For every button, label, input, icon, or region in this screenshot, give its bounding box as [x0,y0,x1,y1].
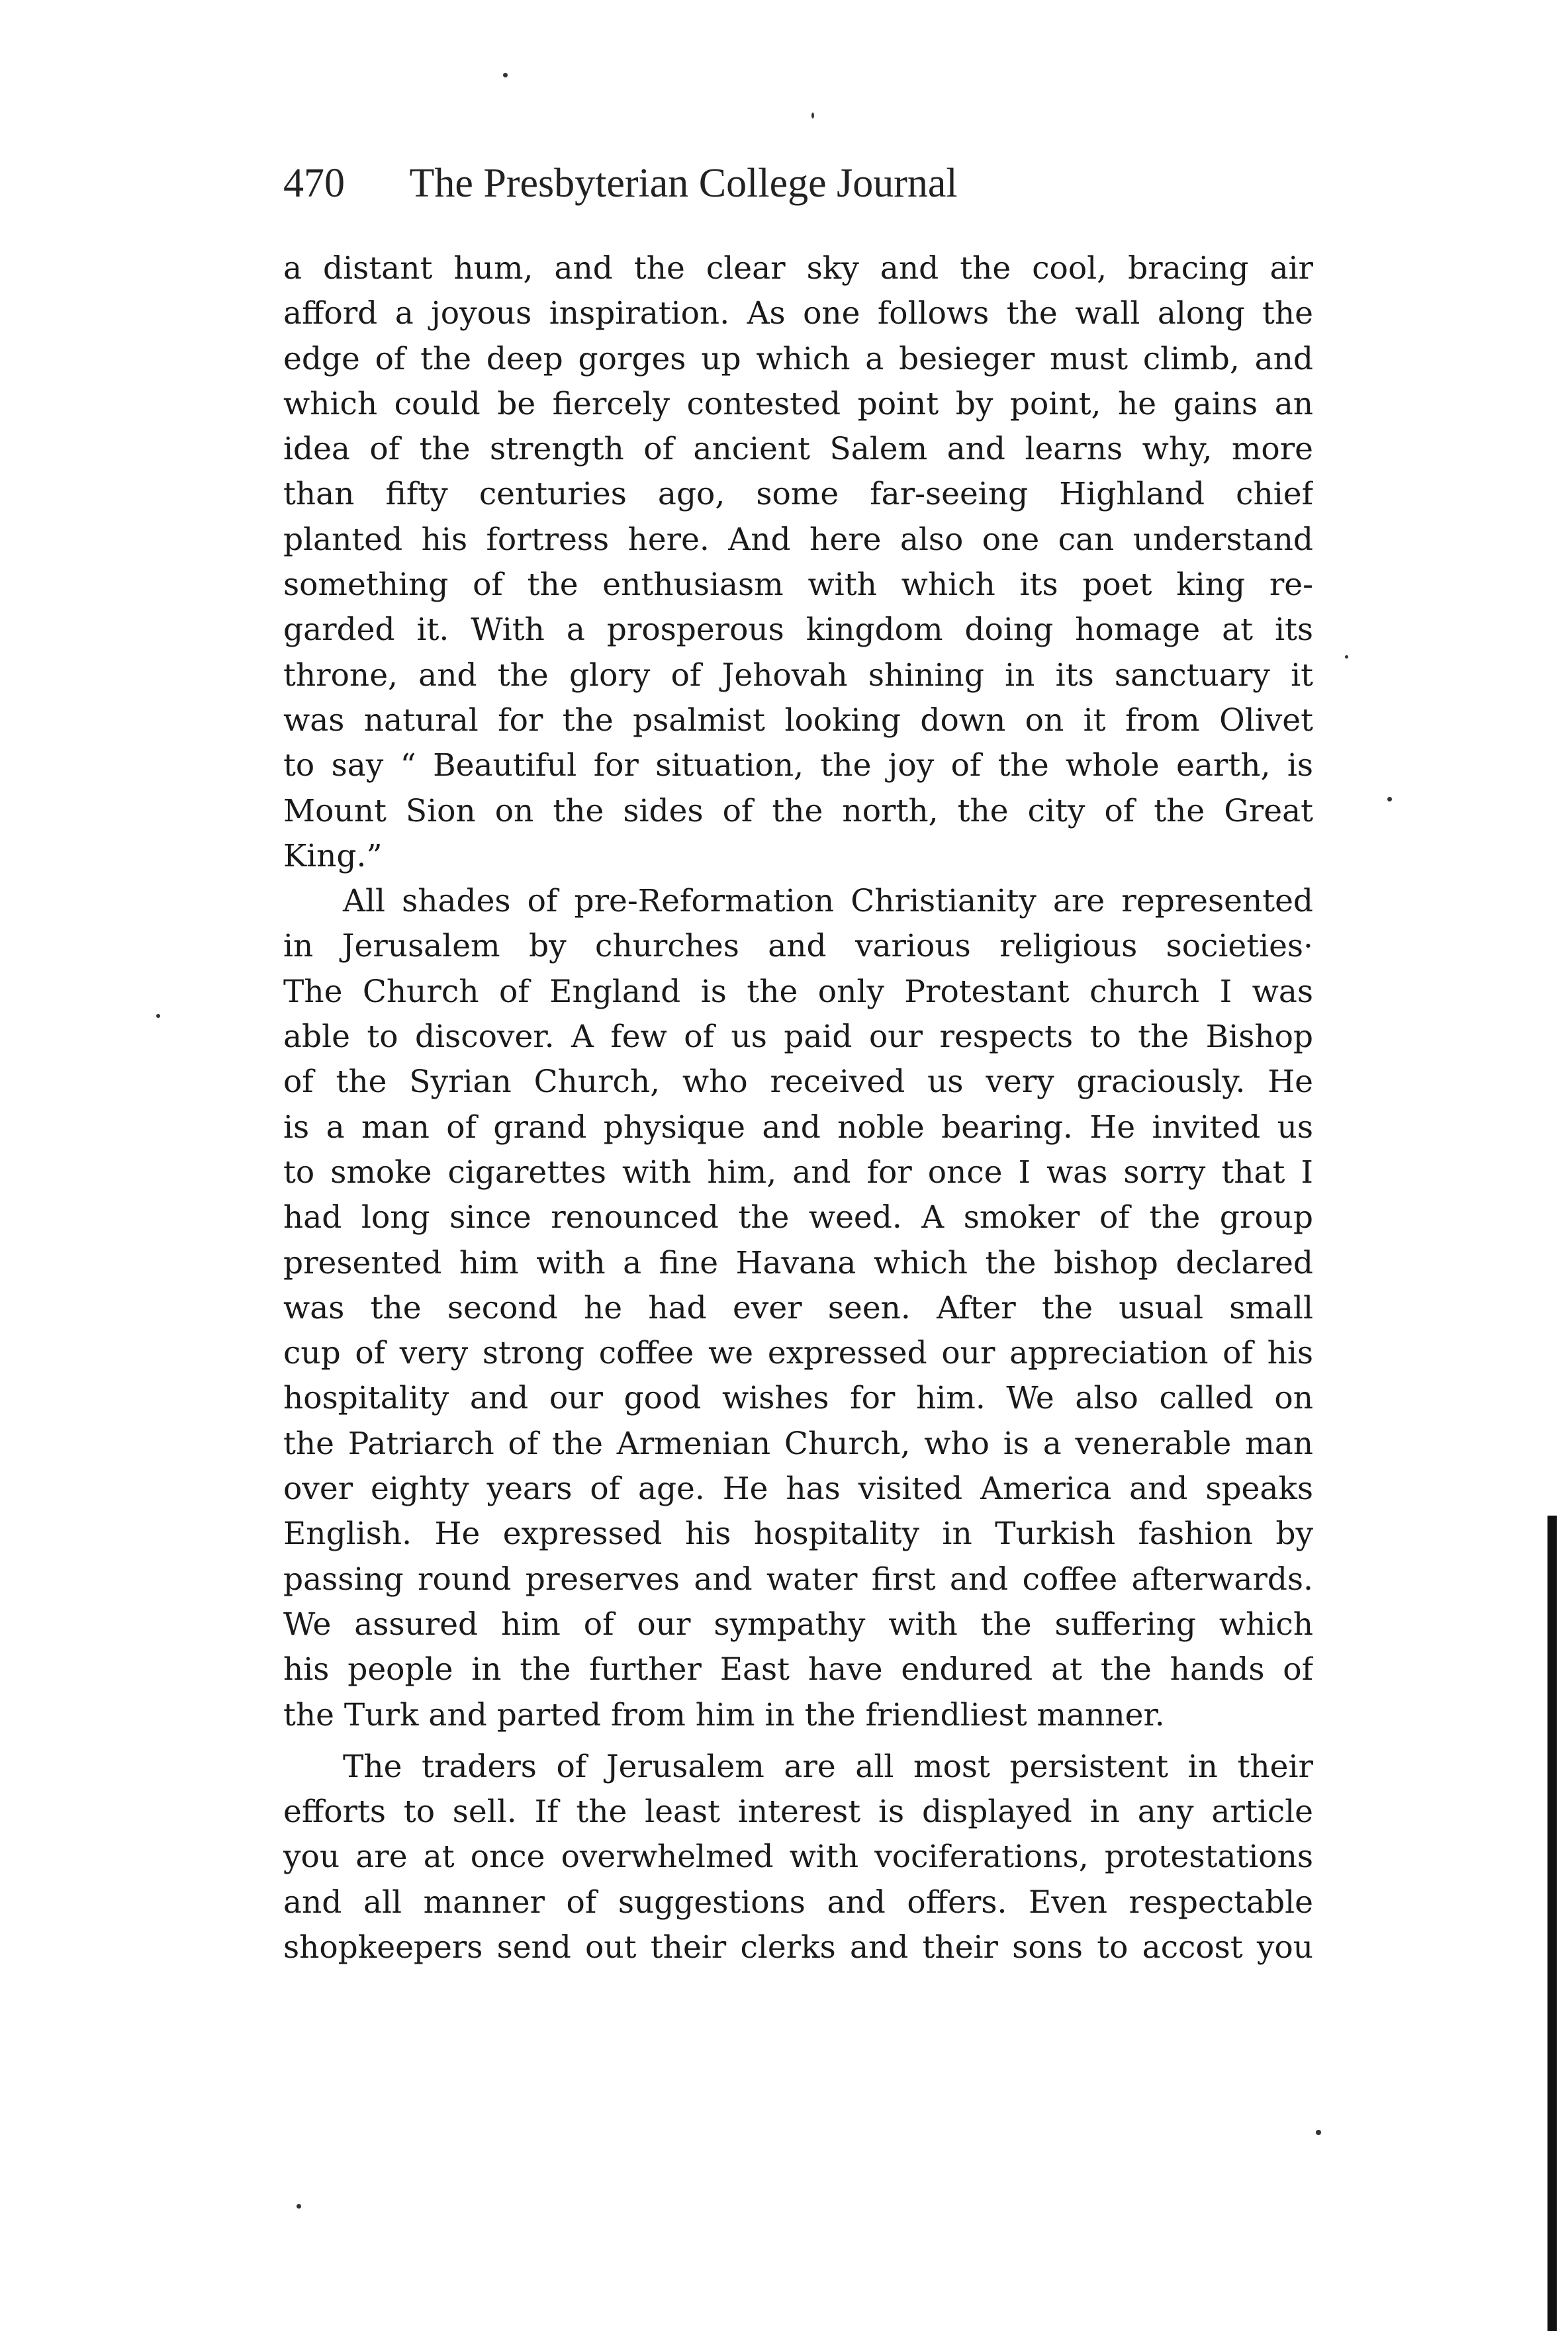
text-line: edge of the deep gorges up which a besieger must climb, and [283,340,1313,377]
scan-speck [503,73,508,77]
text-line: his people in the further East have endured at the hands of [283,1651,1313,1688]
text-line: We assured him of our sympathy with the suffering which [283,1606,1313,1643]
text-line: of the Syrian Church, who received us very graciously. He [283,1064,1313,1101]
text-line: in Jerusalem by churches and various religious societies· [283,928,1313,965]
text-line: which could be fiercely contested point by point, he gains an [283,385,1313,422]
text-line: idea of the strength of ancient Salem and learns why, more [283,431,1313,468]
text-line: was the second he had ever seen. After the usual small [283,1289,1313,1326]
text-line: over eighty years of age. He has visited America and speaks [283,1471,1313,1508]
text-line: The traders of Jerusalem are all most persistent in their [343,1748,1313,1785]
text-line: you are at once overwhelmed with vociferations, protestations [283,1839,1313,1876]
text-line: hospitality and our good wishes for him. We also called on [283,1380,1313,1417]
page-header [283,154,1309,213]
text-line: Mount Sion on the sides of the north, the city of the Great [283,792,1313,829]
text-line: was natural for the psalmist looking down on it from Olivet [283,702,1313,739]
paragraph-1 [283,246,1313,879]
text-line: All shades of pre-Reformation Christianity are represented [343,883,1313,920]
text-line: the Turk and parted from him in the friendliest manner. [283,1696,1165,1733]
text-line: the Patriarch of the Armenian Church, who is a venerable man [283,1425,1313,1462]
text-line: to say “ Beautiful for situation, the joy of the whole earth, is [283,747,1313,784]
text-line: English. He expressed his hospitality in Turkish fashion by [283,1516,1313,1553]
paragraph-2 [283,879,1313,1738]
text-line: something of the enthusiasm with which its poet king re- [283,567,1313,604]
text-line: presented him with a fine Havana which the bishop declared [283,1244,1313,1281]
binding-edge-shadow [1547,1516,1557,2331]
scan-speck [811,113,814,118]
text-line: is a man of grand physique and noble bearing. He invited us [283,1109,1313,1146]
text-line: garded it. With a prosperous kingdom doing homage at its [283,612,1313,649]
page-number: 470 [283,161,345,206]
text-line: cup of very strong coffee we expressed our appreciation of his [283,1335,1313,1372]
text-line: throne, and the glory of Jehovah shining in its sanctuary it [283,657,1313,694]
text-line: King.” [283,837,383,874]
scan-speck [1316,2130,1321,2135]
text-line: The Church of England is the only Protestant church I was [283,973,1313,1010]
text-line: and all manner of suggestions and offers. Even respectable [283,1884,1313,1921]
body-text [283,246,1313,1970]
running-title: The Presbyterian College Journal [409,161,958,206]
text-line: planted his fortress here. And here also one can understand [283,521,1313,558]
text-line: had long since renounced the weed. A smoker of the group [283,1199,1313,1236]
text-line: than fifty centuries ago, some far-seeing Highland chief [283,476,1313,513]
text-line: able to discover. A few of us paid our respects to the Bishop [283,1019,1313,1056]
text-line: shopkeepers send out their clerks and their sons to accost you [283,1929,1313,1966]
text-line: passing round preserves and water first and coffee afterwards. [283,1561,1313,1598]
text-line: efforts to sell. If the least interest is displayed in any article [283,1794,1313,1831]
scan-speck [1387,797,1392,801]
scan-speck [297,2204,301,2209]
paragraph-3 [283,1745,1313,1970]
paragraph-gap [283,1738,1313,1745]
scan-speck [156,1014,160,1018]
text-line: afford a joyous inspiration. As one follows the wall along the [283,295,1313,332]
scan-speck [1345,655,1348,659]
text-line: a distant hum, and the clear sky and the cool, bracing air [283,250,1313,287]
text-line: to smoke cigarettes with him, and for once I was sorry that I [283,1154,1313,1191]
